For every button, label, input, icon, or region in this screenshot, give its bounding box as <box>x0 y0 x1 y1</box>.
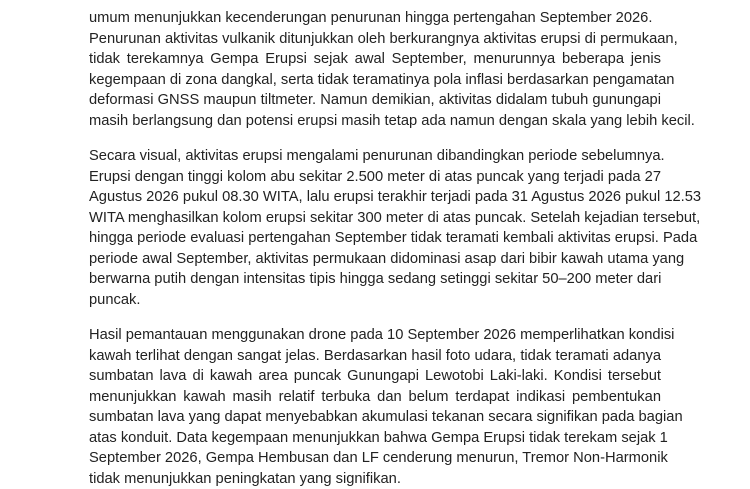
text-line: WITA menghasilkan kolom erupsi sekitar 300 meter di atas puncak. Setelah kejadian tersebut, <box>89 210 701 226</box>
text-line: Secara visual, aktivitas erupsi mengalami penurunan dibandingkan periode sebelumnya. <box>89 148 665 164</box>
text-line: Hasil pemantauan menggunakan drone pada 10 September 2026 memperlihatkan kondisi <box>89 327 675 343</box>
text-line: deformasi GNSS maupun tiltmeter. Namun demikian, aktivitas didalam tubuh gunungapi <box>89 92 661 108</box>
text-line: sumbatan lava yang dapat menyebabkan akumulasi tekanan secara signifikan pada bagian <box>89 409 683 425</box>
text-line: tidak terekamnya Gempa Erupsi sejak awal September, menurunnya beberapa jenis <box>89 51 661 67</box>
text-line: tidak menunjukkan peningkatan yang signifikan. <box>89 471 401 487</box>
text-line: sumbatan lava di kawah area puncak Gunungapi Lewotobi Laki-laki. Kondisi tersebut <box>89 368 661 384</box>
text-line: puncak. <box>89 292 141 308</box>
text-line: hingga periode evaluasi pertengahan September tidak teramati kembali aktivitas erupsi. Pada <box>89 230 698 246</box>
text-line: Erupsi dengan tinggi kolom abu sekitar 2.500 meter di atas puncak yang terjadi pada 27 <box>89 169 661 185</box>
text-line: Agustus 2026 pukul 08.30 WITA, lalu erupsi terakhir terjadi pada 31 Agustus 2026 pukul 12.53 <box>89 189 702 205</box>
text-line: menunjukkan kawah masih relatif terbuka dan belum terdapat indikasi pembentukan <box>89 389 661 405</box>
text-line: berwarna putih dengan intensitas tipis hingga sedang setinggi sekitar 50–200 meter dari <box>89 271 662 287</box>
text-line: kegempaan di zona dangkal, serta tidak teramatinya pola inflasi berdasarkan pengamatan <box>89 72 675 88</box>
text-line: kawah terlihat dengan sangat jelas. Berdasarkan hasil foto udara, tidak teramati adanya <box>89 348 661 364</box>
text-line: periode awal September, aktivitas permukaan didominasi asap dari bibir kawah utama yang <box>89 251 685 267</box>
text-line: atas konduit. Data kegempaan menunjukkan bahwa Gempa Erupsi tidak terekam sejak 1 <box>89 430 668 446</box>
text-line: umum menunjukkan kecenderungan penurunan hingga pertengahan September 2026. <box>89 10 653 26</box>
text-line: masih berlangsung dan potensi erupsi masih tetap ada namun dengan skala yang lebih kecil. <box>89 113 695 129</box>
text-line: September 2026, Gempa Hembusan dan LF cenderung menurun, Tremor Non-Harmonik <box>89 450 668 466</box>
text-line: Penurunan aktivitas vulkanik ditunjukkan oleh berkurangnya aktivitas erupsi di permukaan, <box>89 31 678 47</box>
